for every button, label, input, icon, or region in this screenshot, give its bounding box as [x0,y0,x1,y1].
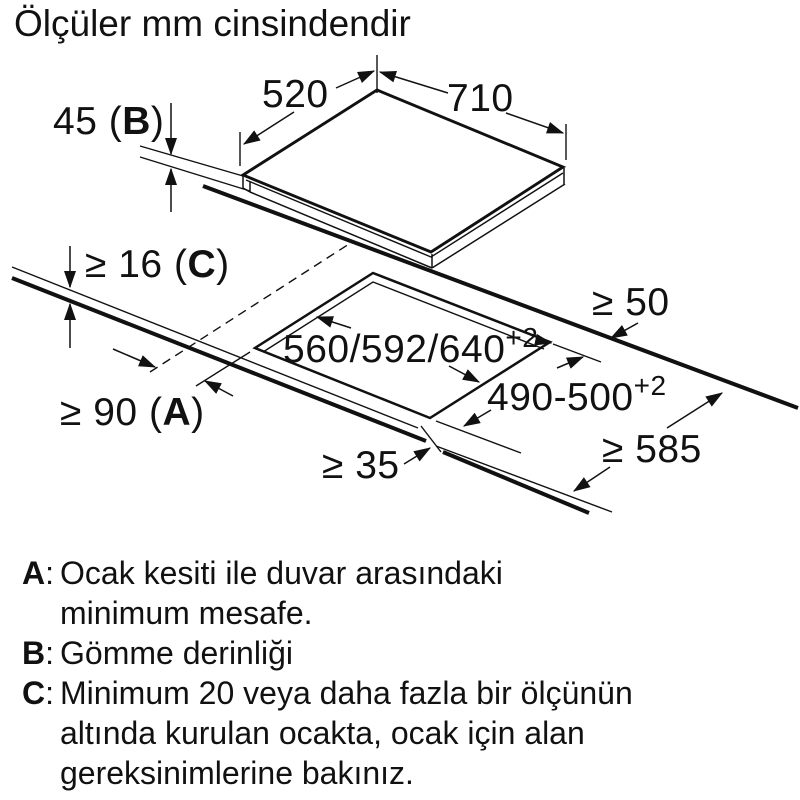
page-title: Ölçüler mm cinsindendir [14,3,411,44]
dim-label-520: 520 [262,73,329,116]
dim-35 [322,444,430,487]
dim-45-B [53,100,171,212]
dim-extension-line [436,421,521,453]
dim-arrow [244,112,294,144]
dim-label-cutout-width: $560/592/640^{+2}$ [283,322,539,371]
worktop-surface-level-line [140,146,243,176]
dim-cutout-width [283,317,551,382]
legend-key-B: B: [22,635,54,671]
worktop-front-top-edge-right [436,446,612,512]
dim-label-710: 710 [447,77,514,120]
legend-key-A: A: [22,555,54,591]
dim-arrow [404,448,430,464]
dim-520 [240,55,377,166]
dim-arrow [611,323,638,338]
dim-arrow [506,113,563,133]
legend-text-C-line3: gereksinimlerine bakınız. [60,755,414,791]
dim-label-50: ≥ 50 [592,281,670,324]
dim-arrow [380,72,448,93]
dim-label-45B: 45 (B) [53,100,165,143]
dim-arrow [113,349,155,367]
legend-text-A-line1: Ocak kesiti ile duvar arasındaki [60,555,503,591]
dim-arrow [557,357,583,368]
dim-label-90A: ≥ 90 (A) [60,391,205,434]
legend-text-B-line1: Gömme derinliği [60,635,293,671]
recess-reference-lines [140,146,250,191]
legend [22,555,633,791]
dim-arrow [317,317,351,328]
dim-arrow [336,71,374,88]
dim-label-cutout-depth: $490-500^{+2}$ [487,370,667,419]
legend-key-C: C: [22,675,54,711]
legend-text-A-line2: minimum mesafe. [60,595,313,631]
dim-arrow [667,393,722,428]
worktop-front-bottom-edge-right [443,452,589,513]
dim-arrow [205,381,233,396]
dim-50 [592,281,670,338]
dim-label-16C: ≥ 16 (C) [85,243,230,286]
dim-710 [380,72,566,160]
dim-label-585: ≥ 585 [602,428,702,471]
legend-text-C-line1: Minimum 20 veya daha fazla bir ölçünün [60,675,633,711]
dim-label-35: ≥ 35 [322,444,400,487]
legend-text-C-line2: altında kurulan ocakta, ocak için alan [60,715,585,751]
